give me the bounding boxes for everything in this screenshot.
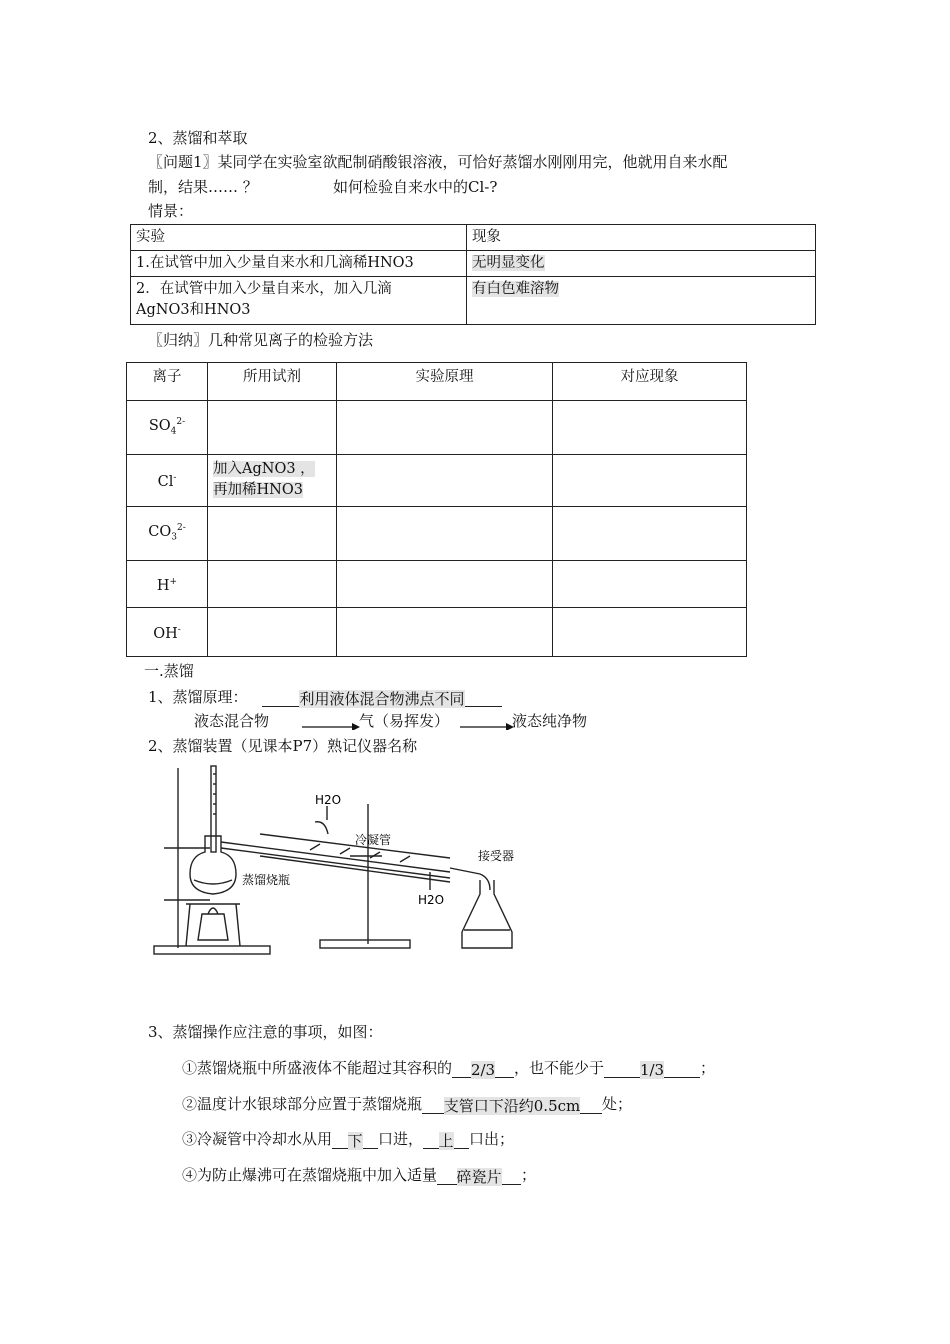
ion-header-phenomenon: 对应现象 xyxy=(553,363,747,401)
distillation-apparatus-diagram xyxy=(150,764,530,960)
flow-mixture: 液态混合物 xyxy=(194,712,270,730)
note-3: ③冷凝管中冷却水从用 下 口进， 上 口出； xyxy=(182,1130,515,1150)
problem-line-2b: 如何检验自来水中的Cl-? xyxy=(333,178,498,196)
flask-label: 蒸馏烧瓶 xyxy=(242,873,291,887)
principle-answer: 利用液体混合物沸点不同 xyxy=(262,689,502,707)
note-1: ①蒸馏烧瓶中所盛液体不能超过其容积的 2/3 ，也不能少于 1/3 ； xyxy=(182,1059,716,1079)
ion-table xyxy=(126,362,747,657)
scenario-label: 情景： xyxy=(148,202,194,220)
principle-label: 1、蒸馏原理： xyxy=(148,688,248,706)
flow-arrow-2 xyxy=(458,716,514,730)
exp-row-2-experiment-l1: 2．在试管中加入少量自来水，加入几滴 xyxy=(136,281,392,297)
left-stand-base xyxy=(154,946,270,954)
note-2: ②温度计水银球部分应置于蒸馏烧瓶 支管口下沿约0.5cm 处； xyxy=(182,1095,633,1115)
alcohol-lamp xyxy=(198,914,228,940)
problem-line-2a: 制，结果…… ？ xyxy=(148,178,258,196)
receiver-flask xyxy=(462,880,512,948)
apparatus-label: 2、蒸馏装置（见课本P7）熟记仪器名称 xyxy=(148,737,418,755)
thermometer xyxy=(211,766,216,852)
problem-line-1: 〖问题1〗某同学在实验室欲配制硝酸银溶液，可恰好蒸馏水刚刚用完，他就用自来水配 xyxy=(148,153,728,171)
experiment-table xyxy=(130,224,816,325)
note-4: ④为防止爆沸可在蒸馏烧瓶中加入适量 碎瓷片 ； xyxy=(182,1166,537,1186)
section-title: 2、蒸馏和萃取 xyxy=(148,129,248,147)
exp-row-1-experiment: 1.在试管中加入少量自来水和几滴稀HNO3 xyxy=(131,251,467,277)
summary-title: 〖归纳〗几种常见离子的检验方法 xyxy=(148,331,374,349)
water-in-label: H2O xyxy=(418,893,445,907)
flow-gas: 气（易挥发） xyxy=(359,712,450,730)
ion-header-reagent: 所用试剂 xyxy=(208,363,337,401)
notes-title: 3、蒸馏操作应注意的事项，如图： xyxy=(148,1023,383,1041)
ion-h: H+ xyxy=(127,561,208,608)
exp-row-1-phenomenon: 无明显变化 xyxy=(472,255,545,271)
distill-heading: 一.蒸馏 xyxy=(144,662,194,680)
ion-so4: $SO_4^{2-}$ xyxy=(127,401,208,455)
receiver-label: 接受器 xyxy=(478,849,515,863)
water-out-label: H2O xyxy=(315,793,342,807)
condenser-label: 冷凝管 xyxy=(355,833,392,847)
ion-header-ion: 离子 xyxy=(127,363,208,401)
exp-row-2-phenomenon: 有白色难溶物 xyxy=(472,281,559,297)
ion-co3: $CO_3^{2-}$ xyxy=(127,507,208,561)
flow-pure: 液态纯净物 xyxy=(512,712,588,730)
exp-header-experiment: 实验 xyxy=(131,225,467,251)
ion-header-principle: 实验原理 xyxy=(337,363,553,401)
flow-arrow-1 xyxy=(300,716,360,730)
ion-oh: OH- xyxy=(127,608,208,657)
cl-reagent: 加入AgNO3 ， 再加稀HNO3 xyxy=(208,455,337,507)
ion-cl: Cl- xyxy=(127,455,208,507)
distilling-flask xyxy=(190,836,236,894)
exp-header-phenomenon: 现象 xyxy=(467,225,816,251)
exp-row-2-experiment-l2: AgNO3和HNO3 xyxy=(136,302,251,318)
